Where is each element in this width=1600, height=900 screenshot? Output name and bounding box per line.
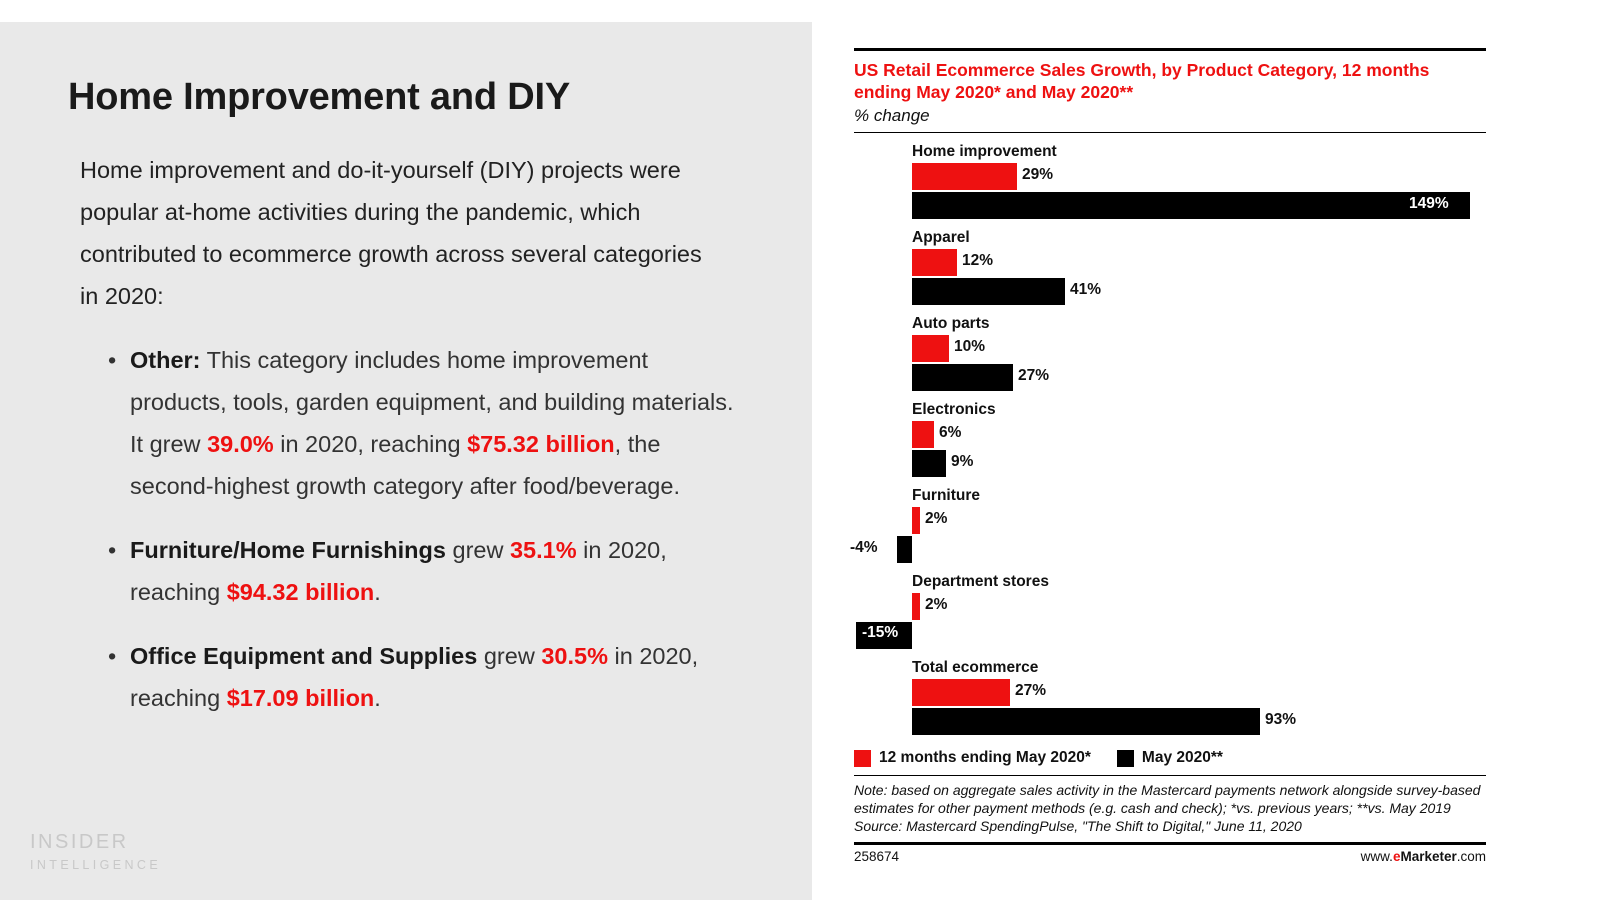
bar-row-red [854, 249, 1486, 276]
category-label: Furniture [912, 487, 981, 504]
bullet-text-1: grew [445, 537, 510, 563]
bullet-text-2: in 2020, reaching [130, 643, 699, 711]
bar-row-red [854, 335, 1486, 362]
bar-black [912, 450, 946, 477]
note-divider [854, 775, 1486, 776]
bar-red [912, 593, 920, 620]
bar-red [912, 421, 934, 448]
chart-title: US Retail Ecommerce Sales Growth, by Product Category, 12 months ending May 2020* and May 2020** [854, 60, 1430, 102]
top-divider [854, 48, 1486, 51]
category-label: Electronics [912, 401, 996, 418]
bar-row-black [850, 536, 1486, 563]
category-group-furniture [850, 487, 1486, 563]
bar-black [912, 278, 1065, 305]
bar-row-red [854, 679, 1486, 706]
bar-row-red [854, 593, 1486, 620]
bullet-text-2: in 2020, reaching [130, 537, 667, 605]
bar-row-black [854, 622, 1486, 649]
bar-value: 41% [1070, 281, 1102, 298]
chart-footer [854, 849, 1486, 864]
bar-value: 29% [1022, 166, 1054, 183]
list-item [108, 529, 742, 613]
bar-black [912, 708, 1260, 735]
bullet-text-3: , the second-highest growth category after food/beverage. [130, 431, 680, 499]
category-label: Total ecommerce [912, 659, 1039, 676]
bullet-stat-1: 30.5% [541, 643, 608, 669]
list-item [108, 339, 742, 507]
bullet-stat-2: $17.09 billion [226, 685, 375, 711]
bullet-stat-2: $94.32 billion [226, 579, 375, 605]
list-item [108, 635, 742, 719]
bar-row-red [854, 163, 1486, 190]
legend-label: 12 months ending May 2020* [879, 749, 1091, 766]
bullet-stat-1: 35.1% [509, 537, 577, 563]
bar-value: -15% [858, 623, 902, 643]
category-label: Auto parts [912, 315, 990, 332]
legend-swatch-black [1117, 750, 1134, 767]
bullet-list [68, 339, 742, 719]
bar-row-black [854, 708, 1486, 735]
header-divider [854, 132, 1486, 133]
page-title: Home Improvement and DIY [68, 76, 570, 118]
bullet-lead: Furniture/Home Furnishings [130, 537, 446, 563]
bullet-stat-1: 39.0% [207, 431, 274, 457]
bar-value: 2% [925, 510, 948, 527]
chart-legend [854, 749, 1486, 767]
logo-line-1: INSIDER [30, 831, 129, 853]
category-label: Home improvement [912, 143, 1057, 160]
footer-divider [854, 842, 1486, 845]
left-content-panel [0, 22, 812, 900]
category-group-electronics [854, 401, 1486, 477]
bullet-stat-2: $75.32 billion [467, 431, 615, 457]
logo-line-2: INTELLIGENCE [30, 858, 162, 872]
bullet-text-3: . [374, 685, 381, 711]
category-label: Apparel [912, 229, 970, 246]
bullet-lead: Office Equipment and Supplies [130, 643, 478, 669]
emarketer-brand [1361, 849, 1486, 864]
bullet-lead: Other: [130, 347, 201, 373]
bar-value: 27% [1015, 682, 1047, 699]
brand-marketer: Marketer [1400, 849, 1457, 864]
category-group-apparel [854, 229, 1486, 305]
bar-value: -4% [850, 539, 878, 556]
bullet-text-2: in 2020, reaching [273, 431, 468, 457]
chart-source: Source: Mastercard SpendingPulse, "The Shift to Digital," June 11, 2020 [854, 818, 1302, 834]
bar-value: 149% [1409, 195, 1449, 212]
chart-id: 258674 [854, 849, 900, 864]
bar-row-black [854, 278, 1486, 305]
category-group-home-improvement [854, 143, 1486, 219]
bar-value: 9% [951, 453, 974, 470]
bar-red [912, 507, 920, 534]
brand-e: e [1392, 849, 1401, 864]
bar-row-red [854, 421, 1486, 448]
bar-value: 93% [1265, 711, 1297, 728]
insider-intelligence-logo [30, 831, 161, 872]
chart-note: Note: based on aggregate sales activity in the Mastercard payments network alongside survey-based estimates for other payment methods (e.g. cash and check); *vs. previous years; **vs. May 2019 [854, 782, 1481, 816]
legend-item-black [1117, 749, 1223, 767]
bar-black-negative [897, 536, 912, 563]
bar-row-red [854, 507, 1486, 534]
bar-value: 6% [939, 424, 962, 441]
legend-swatch-red [854, 750, 871, 767]
bar-red [912, 249, 957, 276]
bar-red [912, 335, 949, 362]
bar-value: 2% [925, 596, 948, 613]
legend-item-red [854, 749, 1091, 767]
bar-red [912, 163, 1017, 190]
bullet-text-3: . [374, 579, 381, 605]
bar-row-black [854, 364, 1486, 391]
bar-row-black [854, 450, 1486, 477]
bar-black [912, 192, 1470, 219]
bar-row-black [854, 192, 1486, 219]
bar-red [912, 679, 1010, 706]
bullet-text-1: This category includes home improvement products, tools, garden equipment, and building materials. It grew [130, 347, 734, 457]
chart-subtitle: % change [854, 106, 930, 125]
chart-card [850, 48, 1486, 864]
category-label: Department stores [912, 573, 1049, 590]
bullet-text-1: grew [477, 643, 542, 669]
chart-panel [812, 0, 1600, 900]
bar-chart-plot [850, 143, 1486, 735]
brand-suffix: .com [1456, 849, 1486, 864]
bar-value: 10% [954, 338, 986, 355]
brand-prefix: www. [1360, 849, 1393, 864]
legend-label: May 2020** [1141, 749, 1223, 766]
category-group-total-ecommerce [854, 659, 1486, 735]
category-group-department-stores [854, 573, 1486, 649]
intro-paragraph: Home improvement and do-it-yourself (DIY) projects were popular at-home activities during the pandemic, which contributed to ecommerce growth across several categories in 2020: [80, 157, 702, 309]
bar-value: 12% [962, 252, 994, 269]
bar-black [912, 364, 1013, 391]
bar-value: 27% [1018, 367, 1050, 384]
category-group-auto-parts [854, 315, 1486, 391]
